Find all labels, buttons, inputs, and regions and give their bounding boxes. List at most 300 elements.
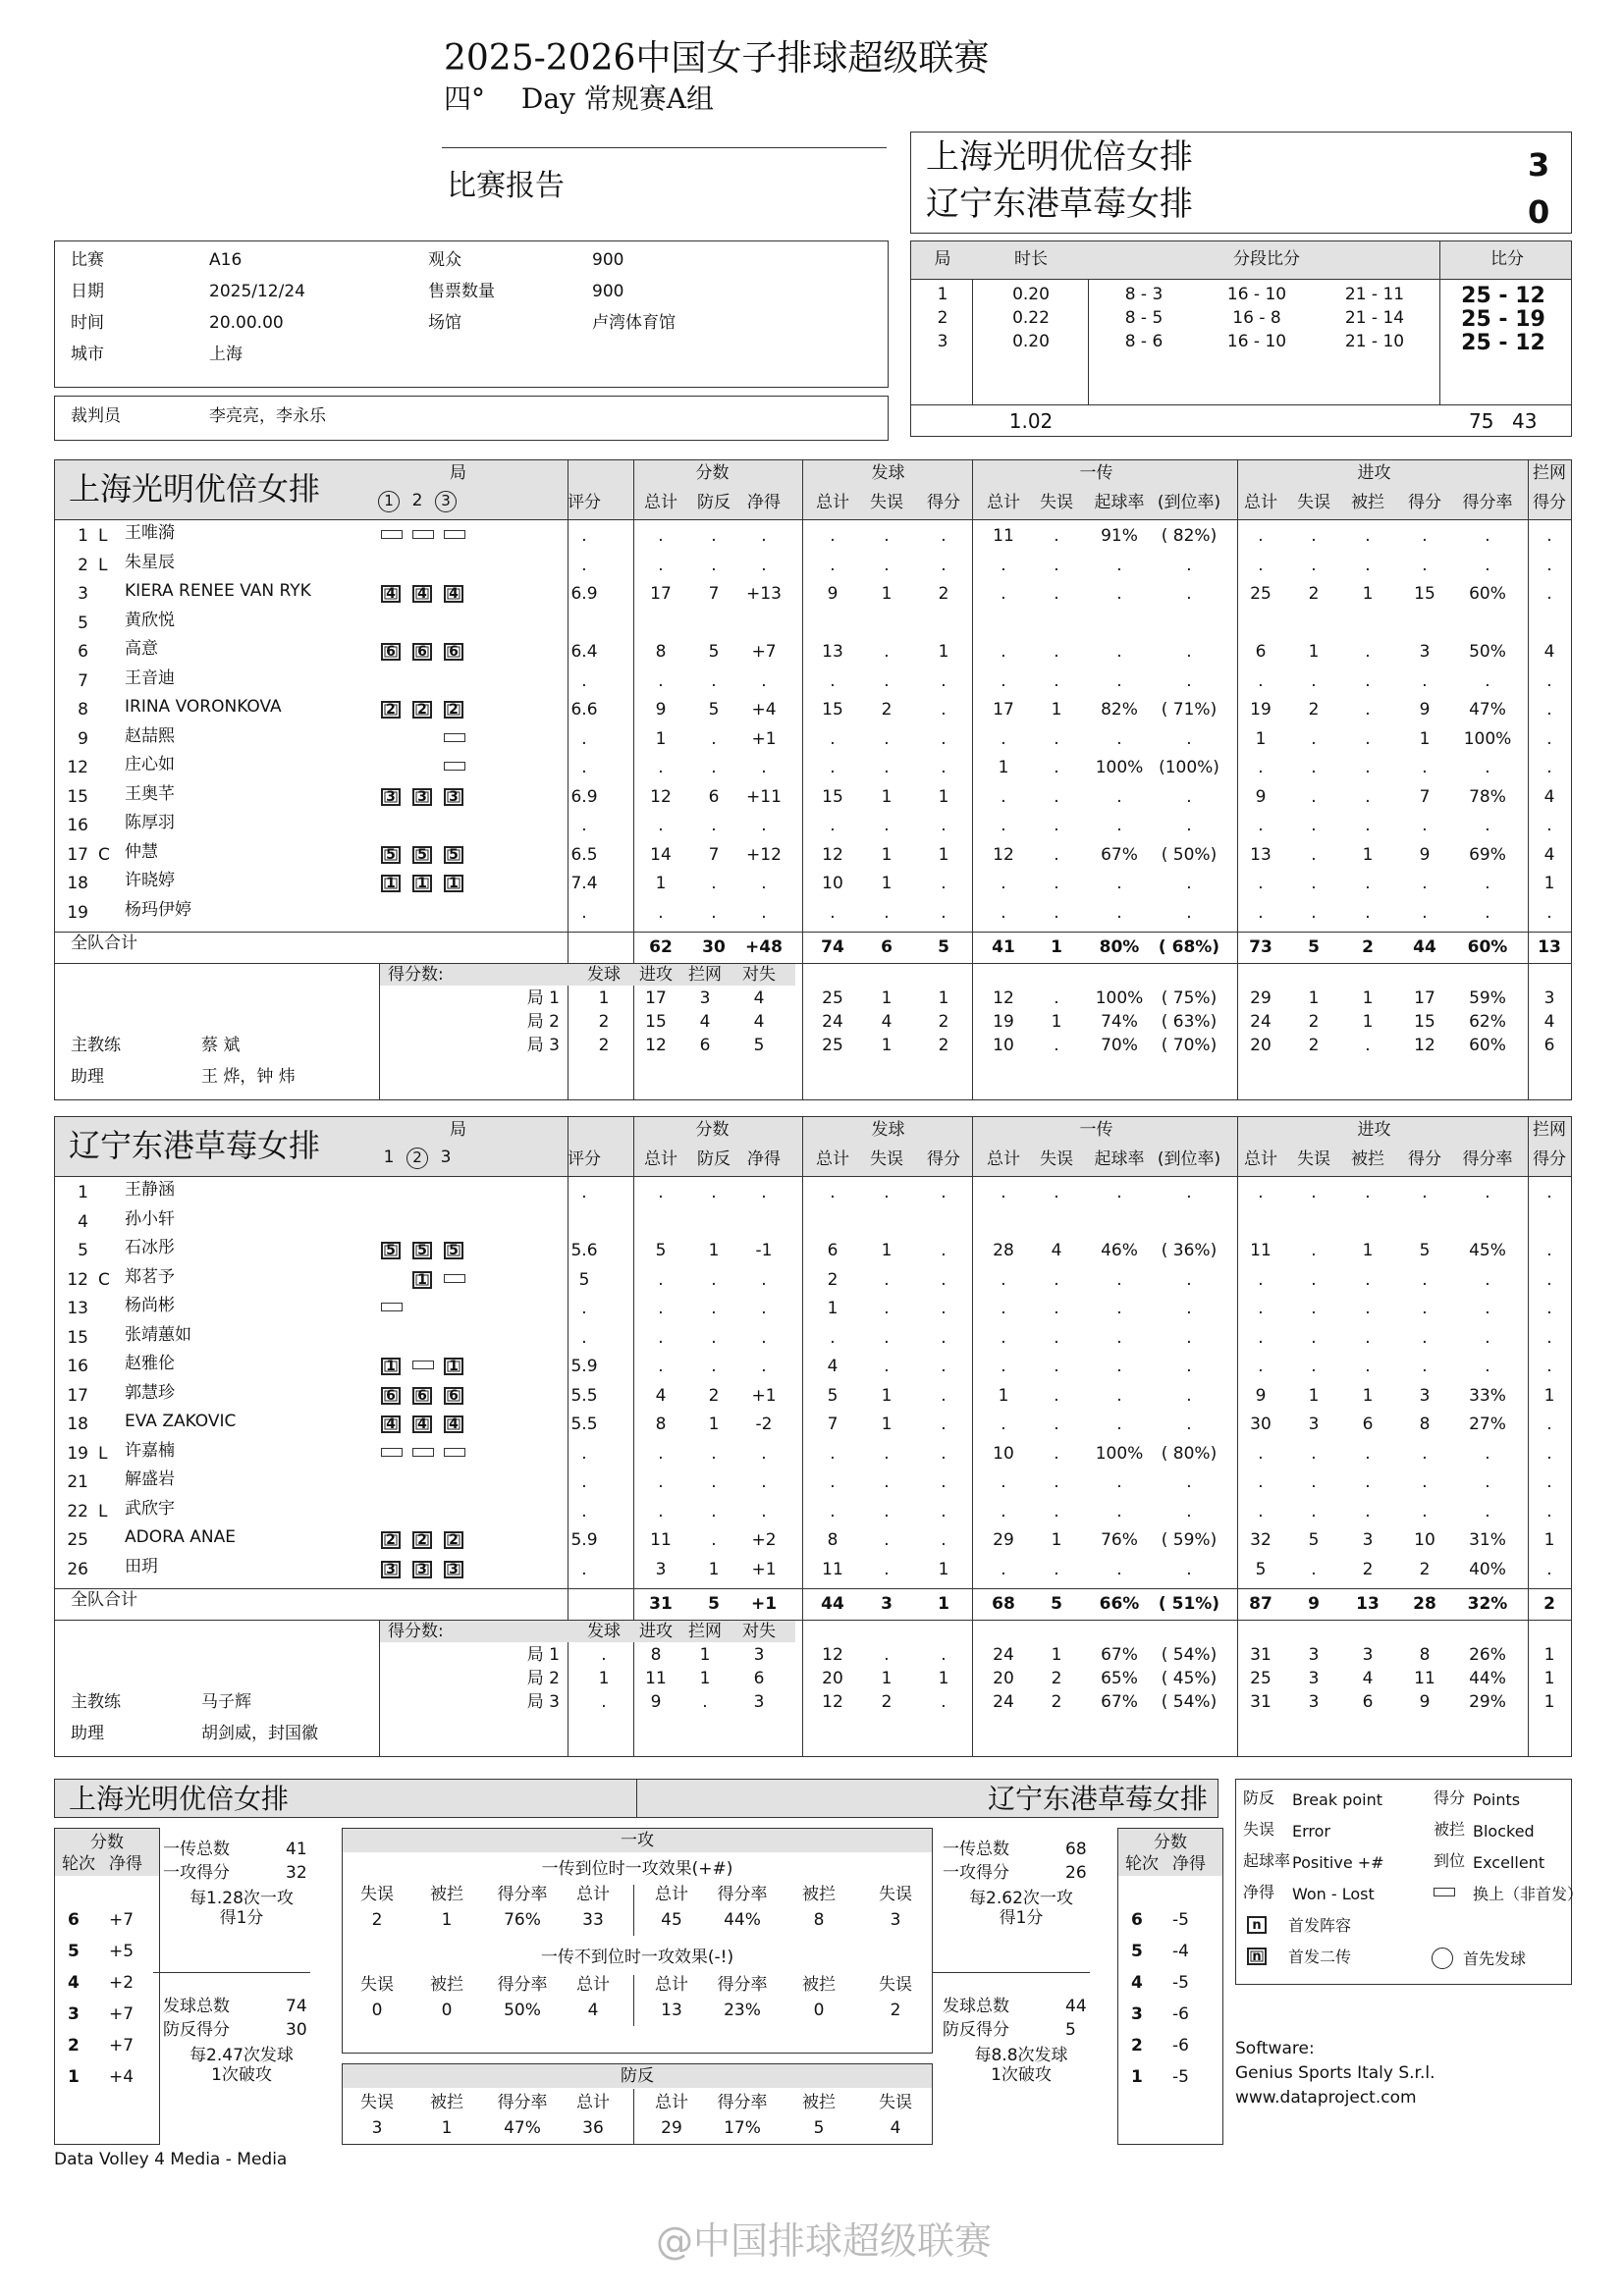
stat-rating: . <box>581 758 587 777</box>
detail-att: 11 <box>645 1669 667 1688</box>
fb-value2: 26 <box>1065 1863 1087 1883</box>
starting-position: 3 <box>412 788 432 806</box>
set-number: 2 <box>937 308 948 328</box>
stat-rating: 6.4 <box>570 642 598 662</box>
substitute-marker <box>444 1448 465 1457</box>
player-number: 5 <box>78 613 88 633</box>
info-label2: 售票数量 <box>428 282 495 301</box>
sets-col-header: 局 <box>450 463 466 483</box>
stat-rerr: 1 <box>1051 1530 1062 1550</box>
set-partial-2: 16 - 10 <box>1226 332 1287 351</box>
stat-apts: . <box>1422 758 1428 777</box>
sets-hdr-duration: 时长 <box>1014 249 1048 269</box>
stat-blk: . <box>1546 816 1552 835</box>
set-partial-2: 16 - 8 <box>1232 308 1281 328</box>
stat-apct: 31% <box>1469 1530 1506 1550</box>
detail-blk: 1 <box>699 1645 711 1665</box>
stat-ptot: 11 <box>650 1530 672 1550</box>
mid-header: 被拦 <box>430 1975 463 1995</box>
starting-position: 3 <box>381 1561 401 1578</box>
stat-apct: 33% <box>1469 1385 1506 1406</box>
set-partial-1: 8 - 6 <box>1124 332 1164 351</box>
header-line <box>54 1176 1572 1177</box>
starting-position: 6 <box>444 1387 463 1405</box>
col-header: 总计 <box>987 1149 1020 1169</box>
stat-rating: . <box>581 526 587 546</box>
total-blk: 2 <box>1543 1594 1555 1614</box>
stat-rtot: . <box>1001 642 1006 662</box>
stat-spts: . <box>941 1501 947 1522</box>
stat-stot: 9 <box>827 584 839 604</box>
set-number: 3 <box>937 332 948 351</box>
stat-apts: 9 <box>1419 844 1431 865</box>
stat-pwl: . <box>761 1357 767 1376</box>
total-aerr: 9 <box>1308 1594 1320 1614</box>
stat-stot: 1 <box>827 1299 839 1318</box>
detail-blk-pts: 1 <box>1543 1692 1555 1712</box>
player-number: 4 <box>78 1211 88 1232</box>
stat-spts: . <box>941 1385 947 1406</box>
stat-apct: 50% <box>1469 642 1506 662</box>
stat-atot: . <box>1258 1327 1264 1348</box>
mid-header: 失误 <box>360 1885 394 1904</box>
stat-rating: 6.9 <box>570 786 598 807</box>
stat-atot: 19 <box>1250 700 1272 720</box>
stat-aerr: . <box>1311 1559 1317 1579</box>
rotation-number: 6 <box>68 1910 80 1930</box>
stat-pwl: +1 <box>751 728 777 749</box>
stat-rexc: . <box>1186 555 1192 575</box>
detail-att: 12 <box>645 1036 667 1055</box>
detail-rexc: ( 54%) <box>1161 1645 1218 1665</box>
stat-pwl: -2 <box>755 1415 773 1434</box>
stat-rtot: . <box>1001 1415 1006 1434</box>
stat-apts: . <box>1422 1299 1428 1318</box>
col-header: 起球率 <box>1094 493 1145 512</box>
col-header: 失误 <box>1297 1149 1330 1169</box>
stat-aerr: . <box>1311 902 1317 923</box>
stat-pbp: 2 <box>708 1385 720 1406</box>
mid-header: 总计 <box>655 1885 688 1904</box>
stat-atot: . <box>1258 1501 1264 1522</box>
detail-atot: 31 <box>1250 1692 1272 1712</box>
pos-value: 33 <box>582 1910 604 1930</box>
stat-stot: 5 <box>827 1385 839 1406</box>
stat-rating: . <box>581 1559 587 1579</box>
stat-spts: . <box>941 816 947 835</box>
software-company: Genius Sports Italy S.r.l. <box>1235 2063 1435 2083</box>
total-stot: 74 <box>821 937 844 957</box>
stat-rtot: 28 <box>993 1241 1014 1260</box>
info-value: 上海 <box>209 345 243 364</box>
stat-pbp: 1 <box>708 1241 720 1260</box>
stat-rpos: 82% <box>1101 700 1138 720</box>
stat-serr: . <box>884 670 890 691</box>
rotation-value: +2 <box>109 1973 135 1993</box>
col-header: 总计 <box>644 493 677 512</box>
stat-ptot: . <box>658 555 664 575</box>
stat-apts: . <box>1422 1443 1428 1464</box>
header-line <box>54 519 1572 520</box>
legend-value2: 换上（非首发） <box>1473 1885 1584 1903</box>
scoring-block: 拦网 <box>688 965 722 985</box>
stat-rpos: . <box>1116 1472 1122 1492</box>
stat-spts: . <box>941 1241 947 1260</box>
rotation-value: -5 <box>1172 1910 1189 1930</box>
set-number: 1 <box>383 1148 395 1167</box>
stat-atot: 6 <box>1255 642 1267 662</box>
stat-ablo: . <box>1365 816 1371 835</box>
detail-apts: 15 <box>1414 1012 1435 1032</box>
stat-rerr: . <box>1054 1357 1059 1376</box>
stat-rerr: . <box>1054 728 1059 749</box>
player-number: 12 <box>67 758 88 777</box>
detail-opp: 6 <box>753 1669 765 1688</box>
def-header: 总计 <box>576 2093 610 2112</box>
legend-value: Positive +# <box>1292 1853 1384 1872</box>
stat-ptot: . <box>658 1269 664 1290</box>
player-number: 1 <box>78 526 88 546</box>
total-aerr: 5 <box>1308 937 1320 957</box>
rotation-number: 4 <box>1131 1973 1143 1993</box>
detail-serr: 2 <box>881 1692 893 1712</box>
stat-blk: 1 <box>1543 874 1555 893</box>
stat-rating: 5 <box>578 1269 590 1290</box>
rotation-sub1: 轮次 <box>62 1854 95 1874</box>
pos-value: 2 <box>371 1910 383 1930</box>
sv-note: 每8.8次发球 <box>974 2046 1068 2065</box>
stat-apts: . <box>1422 874 1428 893</box>
starting-position: 4 <box>444 585 463 603</box>
info-value: 20.00.00 <box>209 313 284 333</box>
mid-header: 总计 <box>576 1885 610 1904</box>
rotation-value: +7 <box>109 2004 135 2024</box>
player-name: 郑茗予 <box>125 1266 175 1287</box>
fb-note: 得1分 <box>219 1908 264 1928</box>
set-number: 2 <box>411 491 423 510</box>
stat-blk: . <box>1546 1472 1552 1492</box>
col-header: 失误 <box>1040 493 1073 512</box>
total-spts: 1 <box>938 1594 949 1614</box>
stat-rtot: . <box>1001 902 1006 923</box>
stat-apct: 60% <box>1469 584 1506 604</box>
stat-serr: 1 <box>881 584 893 604</box>
stat-pwl: . <box>761 670 767 691</box>
info-value: 2025/12/24 <box>209 282 305 301</box>
player-number: 9 <box>78 728 88 749</box>
stat-ptot: 17 <box>650 584 672 604</box>
detail-rpos: 67% <box>1101 1692 1138 1712</box>
detail-rpos: 67% <box>1101 1645 1138 1665</box>
stat-rpos: 76% <box>1101 1530 1138 1550</box>
total-line-bottom <box>54 1620 1572 1621</box>
mid-header: 得分率 <box>497 1975 548 1995</box>
stat-rating: . <box>581 1501 587 1522</box>
info-value: A16 <box>209 250 243 270</box>
scoring-label: 得分数: <box>388 1622 444 1641</box>
col-header: 得分 <box>1533 493 1566 512</box>
total-rpos: 66% <box>1099 1594 1140 1614</box>
coach-label: 主教练 <box>71 1692 121 1712</box>
detail-aerr: 2 <box>1308 1036 1320 1055</box>
stat-stot: 8 <box>827 1530 839 1550</box>
info-label: 日期 <box>71 282 104 301</box>
detail-rtot: 19 <box>993 1012 1014 1032</box>
total-rexc: ( 68%) <box>1158 937 1220 957</box>
stat-atot: 1 <box>1255 728 1267 749</box>
stat-aerr: . <box>1311 1327 1317 1348</box>
legend-value2: Points <box>1473 1790 1521 1809</box>
mid-header: 被拦 <box>430 1885 463 1904</box>
stat-atot: . <box>1258 874 1264 893</box>
stat-ptot: . <box>658 902 664 923</box>
stat-serr: . <box>884 1501 890 1522</box>
stat-rpos: . <box>1116 1415 1122 1434</box>
stat-rtot: 29 <box>993 1530 1014 1550</box>
total-pbp: 30 <box>702 937 726 957</box>
mid-header: 被拦 <box>802 1885 836 1904</box>
player-name: 朱星辰 <box>125 552 175 572</box>
fb-label2: 一攻得分 <box>943 1863 1009 1883</box>
stat-aerr: . <box>1311 1183 1317 1202</box>
mid-header: 被拦 <box>802 1975 836 1995</box>
player-name: 赵喆熙 <box>125 725 175 746</box>
stat-rating: 5.5 <box>570 1385 598 1406</box>
stat-pwl: +2 <box>751 1530 777 1550</box>
report-label: 比赛报告 <box>447 169 565 203</box>
starting-position: 5 <box>444 846 463 864</box>
away-team-name: 辽宁东港草莓女排 <box>926 185 1193 224</box>
stat-blk: . <box>1546 584 1552 604</box>
referee-box <box>54 396 889 441</box>
detail-spts: 2 <box>938 1036 949 1055</box>
stat-rexc: . <box>1186 1415 1192 1434</box>
detail-rpos: 70% <box>1101 1036 1138 1055</box>
substitute-marker <box>1434 1888 1455 1896</box>
player-role: L <box>98 1443 108 1464</box>
player-name: ADORA ANAE <box>125 1527 236 1547</box>
stat-ablo: . <box>1365 642 1371 662</box>
player-number: 7 <box>78 670 88 691</box>
stat-rpos: . <box>1116 1501 1122 1522</box>
stat-aerr: 2 <box>1308 584 1320 604</box>
stat-rexc: ( 71%) <box>1161 700 1218 720</box>
legend-key: 失误 <box>1243 1820 1275 1839</box>
fb-value1: 68 <box>1065 1840 1087 1859</box>
stat-atot: . <box>1258 1299 1264 1318</box>
match-info-box <box>54 240 889 388</box>
stat-blk: . <box>1546 555 1552 575</box>
stat-aerr: . <box>1311 1443 1317 1464</box>
detail-blk: 4 <box>699 1012 711 1032</box>
stat-atot: . <box>1258 1357 1264 1376</box>
neg-value: 4 <box>587 2001 599 2020</box>
stat-rerr: . <box>1054 902 1059 923</box>
scoring-attack: 进攻 <box>639 965 673 985</box>
stat-aerr: 2 <box>1308 700 1320 720</box>
stat-pwl: . <box>761 1443 767 1464</box>
detail-apct: 60% <box>1469 1036 1506 1055</box>
set-partial-3: 21 - 11 <box>1344 285 1405 304</box>
scoring-serve: 发球 <box>587 965 621 985</box>
info-label: 时间 <box>71 313 104 333</box>
fb-label2: 一攻得分 <box>163 1863 230 1883</box>
stat-rating: . <box>581 1183 587 1202</box>
detail-blk: 3 <box>699 988 711 1008</box>
player-number: 19 <box>67 1443 88 1464</box>
neg-value: 23% <box>724 2001 761 2020</box>
starting-position: 1 <box>412 1271 432 1289</box>
sets-hdr-score: 比分 <box>1490 249 1524 269</box>
legend-setter-label: 首发二传 <box>1288 1948 1352 1966</box>
legend-key2: 得分 <box>1434 1789 1466 1807</box>
stat-pwl: . <box>761 1299 767 1318</box>
detail-serr: 1 <box>881 1036 893 1055</box>
stat-ablo: . <box>1365 874 1371 893</box>
stat-ptot: . <box>658 1299 664 1318</box>
detail-apct: 44% <box>1469 1669 1506 1688</box>
detail-serr: 1 <box>881 1669 893 1688</box>
detail-spts: 1 <box>938 1669 949 1688</box>
detail-apct: 29% <box>1469 1692 1506 1712</box>
set-number: 1 <box>937 285 948 304</box>
stat-rerr: . <box>1054 1443 1059 1464</box>
stat-serr: . <box>884 1269 890 1290</box>
rotation-value: +4 <box>109 2067 135 2087</box>
detail-rerr: 2 <box>1051 1692 1062 1712</box>
detail-rtot: 24 <box>993 1645 1014 1665</box>
stat-apts: . <box>1422 670 1428 691</box>
starting-position: 2 <box>412 1531 432 1549</box>
stat-atot: . <box>1258 758 1264 777</box>
total-rexc: ( 51%) <box>1158 1594 1220 1614</box>
stat-ptot: 5 <box>655 1241 667 1260</box>
stat-rexc: ( 82%) <box>1161 526 1218 546</box>
rotation-number: 2 <box>68 2036 80 2056</box>
stat-blk: . <box>1546 1501 1552 1522</box>
stat-blk: . <box>1546 700 1552 720</box>
detail-set: 局 1 <box>526 1645 560 1665</box>
stat-ptot: . <box>658 1183 664 1202</box>
stat-serr: . <box>884 642 890 662</box>
stat-rpos: 100% <box>1095 758 1144 777</box>
stat-ablo: . <box>1365 728 1371 749</box>
stat-serr: . <box>884 1472 890 1492</box>
detail-opp: 4 <box>753 1012 765 1032</box>
stat-rtot: 12 <box>993 844 1014 865</box>
stat-ablo: . <box>1365 1501 1371 1522</box>
def-value: 36 <box>582 2118 604 2138</box>
detail-ablo: 4 <box>1362 1669 1374 1688</box>
stat-apct: 78% <box>1469 786 1506 807</box>
mid-header: 得分率 <box>497 1885 548 1904</box>
stat-rtot: 17 <box>993 700 1014 720</box>
stat-apct: . <box>1485 555 1490 575</box>
group-header: 一传 <box>1079 463 1113 483</box>
stat-ptot: . <box>658 758 664 777</box>
player-number: 5 <box>78 1241 88 1260</box>
fb-note: 每2.62次一攻 <box>969 1889 1073 1908</box>
stat-spts: . <box>941 902 947 923</box>
detail-stot: 12 <box>822 1645 843 1665</box>
detail-atot: 29 <box>1250 988 1272 1008</box>
set-partial-2: 16 - 10 <box>1226 285 1287 304</box>
detail-att: 8 <box>650 1645 662 1665</box>
stat-apct: . <box>1485 1183 1490 1202</box>
stat-blk: 4 <box>1543 786 1555 807</box>
detail-rerr: . <box>1054 988 1059 1008</box>
detail-rexc: ( 70%) <box>1161 1036 1218 1055</box>
detail-blk: 1 <box>699 1669 711 1688</box>
stat-pbp: . <box>711 728 717 749</box>
stat-spts: . <box>941 670 947 691</box>
stat-pbp: 7 <box>708 844 720 865</box>
stat-ablo: . <box>1365 1269 1371 1290</box>
stat-rexc: ( 36%) <box>1161 1241 1218 1260</box>
stat-ablo: . <box>1365 526 1371 546</box>
stat-rtot: . <box>1001 1327 1006 1348</box>
starting-position: 3 <box>412 1561 432 1578</box>
stat-rexc: . <box>1186 1385 1192 1406</box>
def-value: 47% <box>504 2118 541 2138</box>
home-team-name: 上海光明优倍女排 <box>926 137 1193 177</box>
sv-note: 1次破攻 <box>211 2065 272 2085</box>
stat-spts: 1 <box>938 642 949 662</box>
stat-rpos: . <box>1116 1385 1122 1406</box>
scoring-opp: 对失 <box>742 965 776 985</box>
set-partial-3: 21 - 10 <box>1344 332 1405 351</box>
col-header: (到位率) <box>1157 493 1221 512</box>
software-url: www.dataproject.com <box>1235 2088 1417 2108</box>
stat-apct: . <box>1485 526 1490 546</box>
starting-position: 6 <box>381 643 401 661</box>
total-ptot: 31 <box>649 1594 673 1614</box>
stat-rerr: . <box>1054 874 1059 893</box>
stat-serr: . <box>884 902 890 923</box>
player-name: 杨玛伊婷 <box>125 899 191 920</box>
stat-pwl: . <box>761 1183 767 1202</box>
stat-apts: . <box>1422 1501 1428 1522</box>
legend-start-box: n <box>1247 1916 1267 1934</box>
total-ablo: 2 <box>1362 937 1374 957</box>
stat-atot: . <box>1258 1472 1264 1492</box>
stat-serr: . <box>884 1299 890 1318</box>
player-name: 解盛岩 <box>125 1469 175 1489</box>
detail-serve: 2 <box>598 1012 610 1032</box>
rotation-value: +7 <box>109 2036 135 2056</box>
stat-pwl: +1 <box>751 1559 777 1579</box>
mid-header: 失误 <box>879 1975 912 1995</box>
total-line-top <box>54 1588 1572 1589</box>
stat-atot: . <box>1258 816 1264 835</box>
stat-apts: . <box>1422 816 1428 835</box>
stat-stot: 7 <box>827 1415 839 1434</box>
set-score: 25 - 12 <box>1461 331 1545 355</box>
player-role: L <box>98 555 108 575</box>
stat-rating: . <box>581 902 587 923</box>
stat-aerr: . <box>1311 816 1317 835</box>
fb-value1: 41 <box>286 1840 307 1859</box>
stat-atot: . <box>1258 526 1264 546</box>
legend-key: 防反 <box>1243 1789 1275 1807</box>
legend-value: Won - Lost <box>1292 1885 1375 1903</box>
starting-position: 3 <box>381 788 401 806</box>
stat-ablo: . <box>1365 700 1371 720</box>
detail-aerr: 3 <box>1308 1645 1320 1665</box>
stat-rexc: . <box>1186 1299 1192 1318</box>
stat-ablo: . <box>1365 1472 1371 1492</box>
stat-rpos: 46% <box>1101 1241 1138 1260</box>
